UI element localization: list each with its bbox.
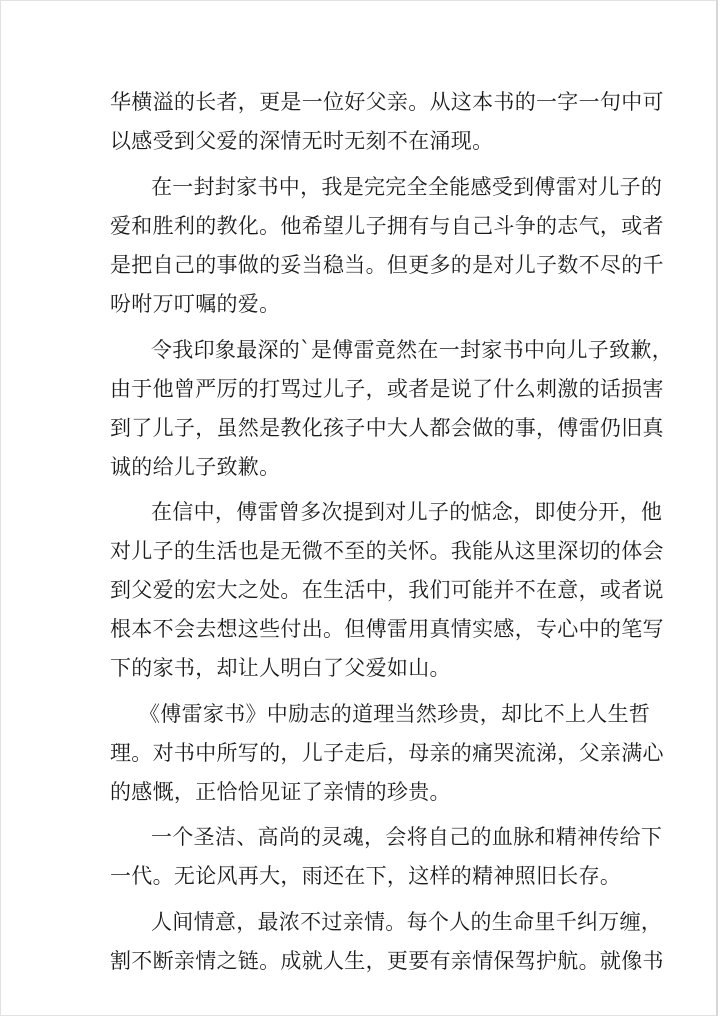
text-line: 在一封封家书中，我是完完全全能感受到傅雷对儿子的 <box>151 175 663 199</box>
text-line: 诚的给儿子致歉。 <box>110 455 281 479</box>
text-line: 割不断亲情之链。成就人生，更要有亲情保驾护航。就像书 <box>110 949 664 973</box>
text-line: 一个圣洁、高尚的灵魂，会将自己的血脉和精神传给下 <box>151 825 663 849</box>
text-line: 的感慨，正恰恰见证了亲情的珍贵。 <box>110 780 451 804</box>
text-line: 爱和胜利的教化。他希望儿子拥有与自己斗争的志气，或者 <box>110 214 664 238</box>
text-line: 到父爱的宏大之处。在生活中，我们可能并不在意，或者说 <box>110 578 664 602</box>
text-line: 吩咐万叮嘱的爱。 <box>110 292 281 316</box>
text-line: 理。对书中所写的，儿子走后，母亲的痛哭流涕，父亲满心 <box>110 741 664 765</box>
text-line: 对儿子的生活也是无微不至的关怀。我能从这里深切的体会 <box>110 539 664 563</box>
text-line: 在信中，傅雷曾多次提到对儿子的惦念，即使分开，他 <box>151 500 663 524</box>
text-line: 令我印象最深的`是傅雷竟然在一封家书中向儿子致歉， <box>151 338 673 362</box>
text-line: 根本不会去想这些付出。但傅雷用真情实感，专心中的笔写 <box>110 617 664 641</box>
text-line: 到了儿子，虽然是教化孩子中大人都会做的事，傅雷仍旧真 <box>110 416 664 440</box>
text-line: 华横溢的长者，更是一位好父亲。从这本书的一字一句中可 <box>110 90 664 114</box>
text-line: 人间情意，最浓不过亲情。每个人的生命里千纠万缠， <box>151 910 663 934</box>
text-line: 下的家书，却让人明白了父爱如山。 <box>110 656 451 680</box>
text-line: 一代。无论风再大，雨还在下，这样的精神照旧长存。 <box>110 864 622 888</box>
text-line: 是把自己的事做的妥当稳当。但更多的是对儿子数不尽的千 <box>110 253 664 277</box>
text-line: 《傅雷家书》中励志的道理当然珍贵，却比不上人生哲 <box>139 702 651 726</box>
text-line: 由于他曾严厉的打骂过儿子，或者是说了什么刺激的话损害 <box>110 377 664 401</box>
text-line: 以感受到父爱的深情无时无刻不在涌现。 <box>110 129 494 153</box>
